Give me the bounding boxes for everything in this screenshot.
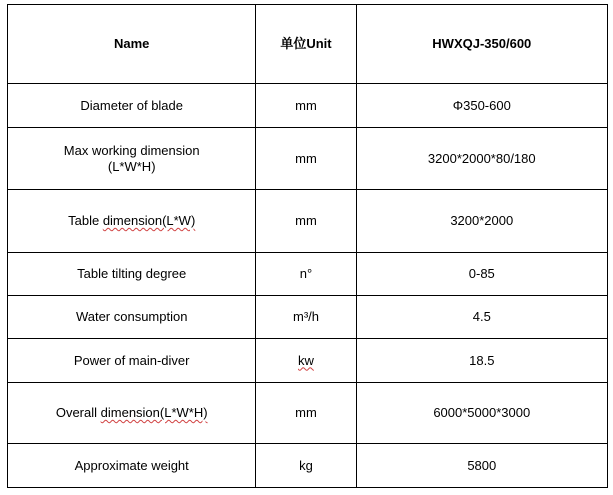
spec-table (7, 4, 608, 488)
row-unit: n° (256, 253, 356, 296)
row-unit: mm (256, 128, 356, 190)
table-row (8, 190, 608, 253)
row-name (8, 383, 256, 444)
row-unit (256, 339, 356, 383)
header-row (8, 5, 608, 84)
row-value: 4.5 (356, 296, 607, 339)
row-unit: mm (256, 190, 356, 253)
table-row (8, 84, 608, 128)
header-model: HWXQJ-350/600 (356, 5, 607, 84)
row-name-prefix: Table (68, 213, 103, 228)
row-unit: mm (256, 383, 356, 444)
row-value: 6000*5000*3000 (356, 383, 607, 444)
row-name (8, 190, 256, 253)
header-unit: 单位Unit (256, 5, 356, 84)
table-row (8, 444, 608, 488)
table-row (8, 339, 608, 383)
table-row (8, 128, 608, 190)
row-value: 5800 (356, 444, 607, 488)
row-name: Diameter of blade (8, 84, 256, 128)
row-unit: m³/h (256, 296, 356, 339)
table-row (8, 383, 608, 444)
row-name-line2: (L*W*H) (107, 158, 156, 174)
row-value: Φ350-600 (356, 84, 607, 128)
row-name: Water consumption (8, 296, 256, 339)
row-name: Table tilting degree (8, 253, 256, 296)
table-row (8, 296, 608, 339)
row-value: 18.5 (356, 339, 607, 383)
row-name: Power of main-diver (8, 339, 256, 383)
row-value: 3200*2000*80/180 (356, 128, 607, 190)
row-value: 0-85 (356, 253, 607, 296)
row-name-spellcheck: dimension(L*W) (102, 213, 196, 228)
row-unit: kg (256, 444, 356, 488)
row-name-line1: Max working dimension (63, 142, 200, 158)
row-name (8, 128, 256, 190)
row-name-prefix: Overall (55, 405, 101, 420)
row-value: 3200*2000 (356, 190, 607, 253)
row-name: Approximate weight (8, 444, 256, 488)
header-name: Name (8, 5, 256, 84)
row-unit: mm (256, 84, 356, 128)
row-unit-spellcheck: kw (298, 352, 314, 368)
table-row (8, 253, 608, 296)
row-name-spellcheck: dimension(L*W*H) (100, 405, 208, 420)
